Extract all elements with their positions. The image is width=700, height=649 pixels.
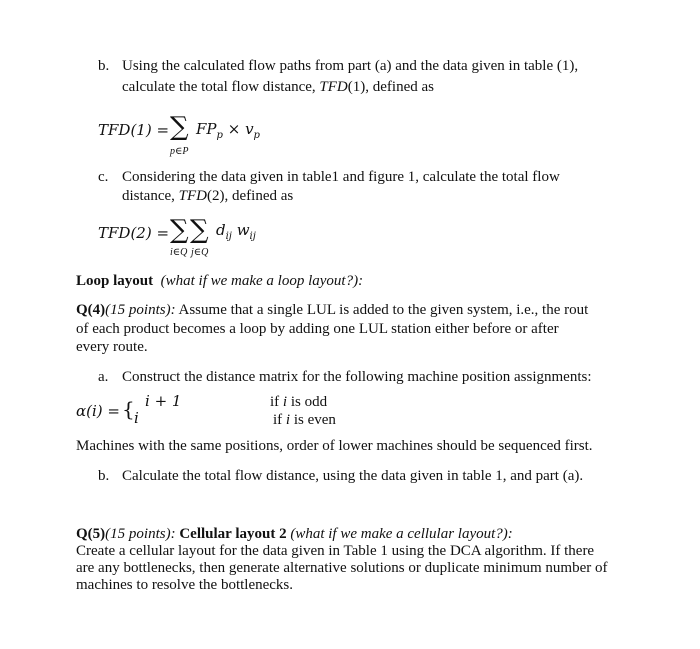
part-b-line2-arg: (1) <box>347 79 366 95</box>
alpha-cond2-var: i <box>285 412 291 428</box>
alpha-cond2-prefix: if <box>273 412 283 428</box>
alpha-case1-expr: i + 1 <box>145 392 182 410</box>
eq2-d-sub: ij <box>225 231 232 242</box>
q5-colon: : <box>170 526 176 542</box>
eq1-lhs: TFD(1) = <box>98 121 170 139</box>
eq1-under: p∈P <box>170 146 189 157</box>
eq1-v: v <box>245 120 254 138</box>
eq2-under2: j∈Q <box>191 247 209 258</box>
alpha-case2: i <box>134 409 139 427</box>
eq2-w-sub: ij <box>249 231 256 242</box>
eq2-sigma2: ∑ <box>190 215 209 245</box>
part-b-line2-var: TFD <box>319 79 348 95</box>
part-b-marker: b. <box>98 58 110 74</box>
eq1-v-sub: p <box>253 130 260 141</box>
loop-layout-subtitle: (what if we make a loop layout?): <box>160 273 364 289</box>
alpha-cond1 <box>270 393 327 411</box>
part-c-line2 <box>122 187 293 205</box>
q4b-text: Calculate the total flow distance, using the data given in table 1, and part (a). <box>122 468 584 484</box>
q4-points: (15 points) <box>105 302 171 318</box>
q4-colon: : <box>170 302 176 318</box>
eq2-w: w <box>236 221 250 239</box>
eq1-fp-sub: p <box>216 130 223 141</box>
part-c-line2-var: TFD <box>178 188 207 204</box>
alpha-cond1-prefix: if <box>270 394 280 410</box>
q5-points: (15 points) <box>105 526 171 542</box>
part-b-line1: Using the calculated flow paths from part (a) and the data given in table (1), <box>122 58 579 74</box>
eq2-under1: i∈Q <box>170 247 188 258</box>
alpha-brace: { <box>122 397 135 421</box>
part-c-line2-arg: (2) <box>207 188 225 204</box>
part-c-marker: c. <box>98 169 109 185</box>
q4a-marker: a. <box>98 369 109 385</box>
q4-line1 <box>76 301 588 319</box>
eq1-fp: FP <box>196 120 217 138</box>
q5-line4: machines to resolve the bottlenecks. <box>76 577 294 593</box>
q4-label: Q(4) <box>76 302 106 318</box>
q4-line2: of each product becomes a loop by adding one LUL station either before or after <box>76 321 559 337</box>
loop-layout-heading <box>76 272 363 290</box>
alpha-cond2 <box>273 411 336 429</box>
q4b-marker: b. <box>98 468 110 484</box>
part-c-line1: Considering the data given in table1 and figure 1, calculate the total flow <box>122 169 560 185</box>
alpha-cond1-var: i <box>282 394 288 410</box>
part-c-line2-suffix: , defined as <box>224 188 294 204</box>
eq2-sigma1: ∑ <box>170 215 189 245</box>
part-b-line2 <box>122 78 434 96</box>
eq1-sigma: ∑ <box>170 112 189 142</box>
q5-title: Cellular layout 2 <box>175 526 287 542</box>
q4-line1-rest: Assume that a single LUL is added to the given system, i.e., the rout <box>175 302 589 318</box>
eq2-term <box>216 221 256 242</box>
q5-subtitle: (what if we make a cellular layout?): <box>286 526 513 542</box>
eq2-d: d <box>216 221 226 239</box>
q5-line2: Create a cellular layout for the data given in Table 1 using the DCA algorithm. If there <box>76 543 595 559</box>
alpha-cond2-suffix: is even <box>293 412 336 428</box>
q5-label: Q(5) <box>76 526 106 542</box>
part-b-line2-suffix: , defined as <box>365 79 434 95</box>
q5-line3: are any bottlenecks, then generate alternative solutions or duplicate minimum number of <box>76 560 608 576</box>
part-c-line2-prefix: distance, <box>122 188 175 204</box>
q4a-text: Construct the distance matrix for the following machine position assignments: <box>122 369 592 385</box>
q4-line3: every route. <box>76 339 148 355</box>
alpha-cond1-suffix: is odd <box>290 394 328 410</box>
loop-layout-title: Loop layout <box>76 273 154 289</box>
eq2-lhs: TFD(2) = <box>98 224 170 242</box>
part-b-line2-prefix: calculate the total flow distance, <box>122 79 316 95</box>
machines-note: Machines with the same positions, order of lower machines should be sequenced first. <box>76 438 593 454</box>
eq1-times: × <box>227 120 241 138</box>
alpha-case1 <box>145 392 181 410</box>
alpha-lhs: α(i) = <box>76 402 120 420</box>
q5-line1 <box>76 525 513 543</box>
eq1-term <box>196 120 260 141</box>
